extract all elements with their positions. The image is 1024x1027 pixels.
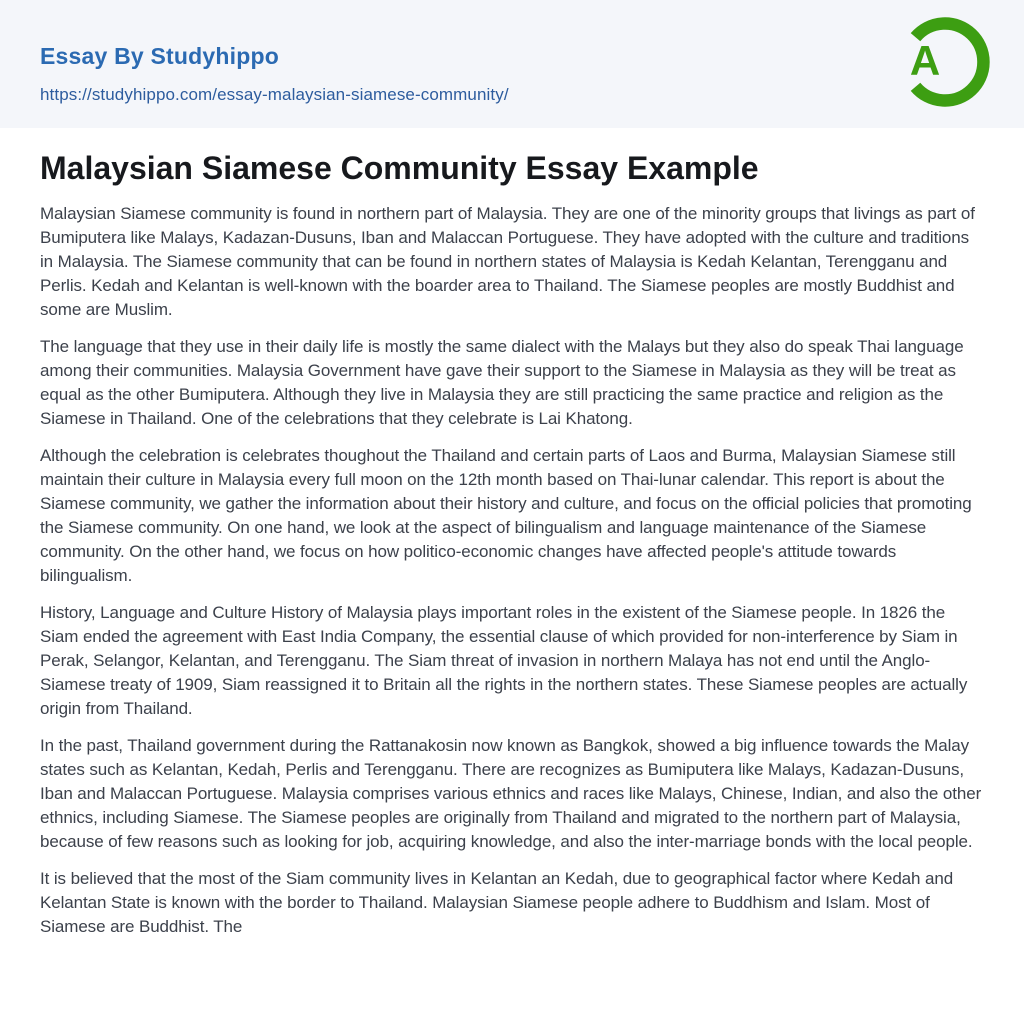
page-title: Malaysian Siamese Community Essay Example [40, 150, 759, 186]
header-text-block [40, 42, 509, 105]
essay-paragraph-1: Malaysian Siamese community is found in northern part of Malaysia. They are one of the minority groups that livings as part of Bumiputera like Malays, Kadazan-Dusuns, Iban and Malaccan Portuguese. They have adopted with the culture and traditions in Malaysia. The Siamese community that can be found in northern states of Malaysia is Kedah Kelantan, Terengganu and Perlis. Kedah and Kelantan is well-known with the boarder area to Thailand. The Siamese peoples are mostly Buddhist and some are Muslim. [40, 204, 975, 319]
site-title-link[interactable]: Essay By Studyhippo [40, 43, 279, 69]
essay-paragraph-2: The language that they use in their daily life is mostly the same dialect with the Malays but they also do speak Thai language among their communities. Malaysia Government have gave their support to the Siamese in Malaysia as they will be treat as equal as the other Bumiputera. Although they live in Malaysia they are still practicing the same practice and religion as the Siamese in Thailand. One of the celebrations that they celebrate is Lai Khatong. [40, 337, 964, 428]
studyhippo-logo-icon [899, 16, 991, 110]
article-content [0, 148, 1024, 939]
essay-paragraph-4: History, Language and Culture History of Malaysia plays important roles in the existent of the Siamese people. In 1826 the Siam ended the agreement with East India Company, the essential clause of which provided for non-interference by Siam in Perak, Selangor, Kelantan, and Terengganu. The Siam threat of invasion in northern Malaya has not end until the Anglo-Siamese treaty of 1909, Siam reassigned it to Britain all the rights in the northern states. These Siamese peoples are actually origin from Thailand. [40, 603, 968, 718]
essay-paragraph-3: Although the celebration is celebrates thoughout the Thailand and certain parts of Laos and Burma, Malaysian Siamese still maintain their culture in Malaysia every full moon on the 12th month based on Thai-lunar calendar. This report is about the Siamese community, we gather the information about their history and culture, and focus on the official policies that promoting the Siamese community. On one hand, we look at the aspect of bilingualism and language maintenance of the Siamese community. On the other hand, we focus on how politico-economic changes have affected people's attitude towards bilingualism. [40, 446, 972, 585]
essay-paragraph-5: In the past, Thailand government during the Rattanakosin now known as Bangkok, showed a big influence towards the Malay states such as Kelantan, Kedah, Perlis and Terengganu. There are recognizes as Bumiputera like Malays, Kadazan-Dusuns, Iban and Malaccan Portuguese. Malaysia comprises various ethnics and races like Malays, Chinese, Indian, and also the other ethnics, including Siamese. The Siamese peoples are originally from Thailand and migrated to the northern part of Malaysia, because of few reasons such as looking for job, acquiring knowledge, and also the inter-marriage bonds with the local people. [40, 736, 982, 851]
header [0, 0, 1024, 128]
logo-letter: A [909, 37, 941, 84]
page-url-link[interactable]: https://studyhippo.com/essay-malaysian-siamese-community/ [40, 85, 509, 104]
essay-paragraph-6: It is believed that the most of the Siam community lives in Kelantan an Kedah, due to geographical factor where Kedah and Kelantan State is known with the border to Thailand. Malaysian Siamese people adhere to Buddhism and Islam. Most of Siamese are Buddhist. The [40, 869, 954, 936]
